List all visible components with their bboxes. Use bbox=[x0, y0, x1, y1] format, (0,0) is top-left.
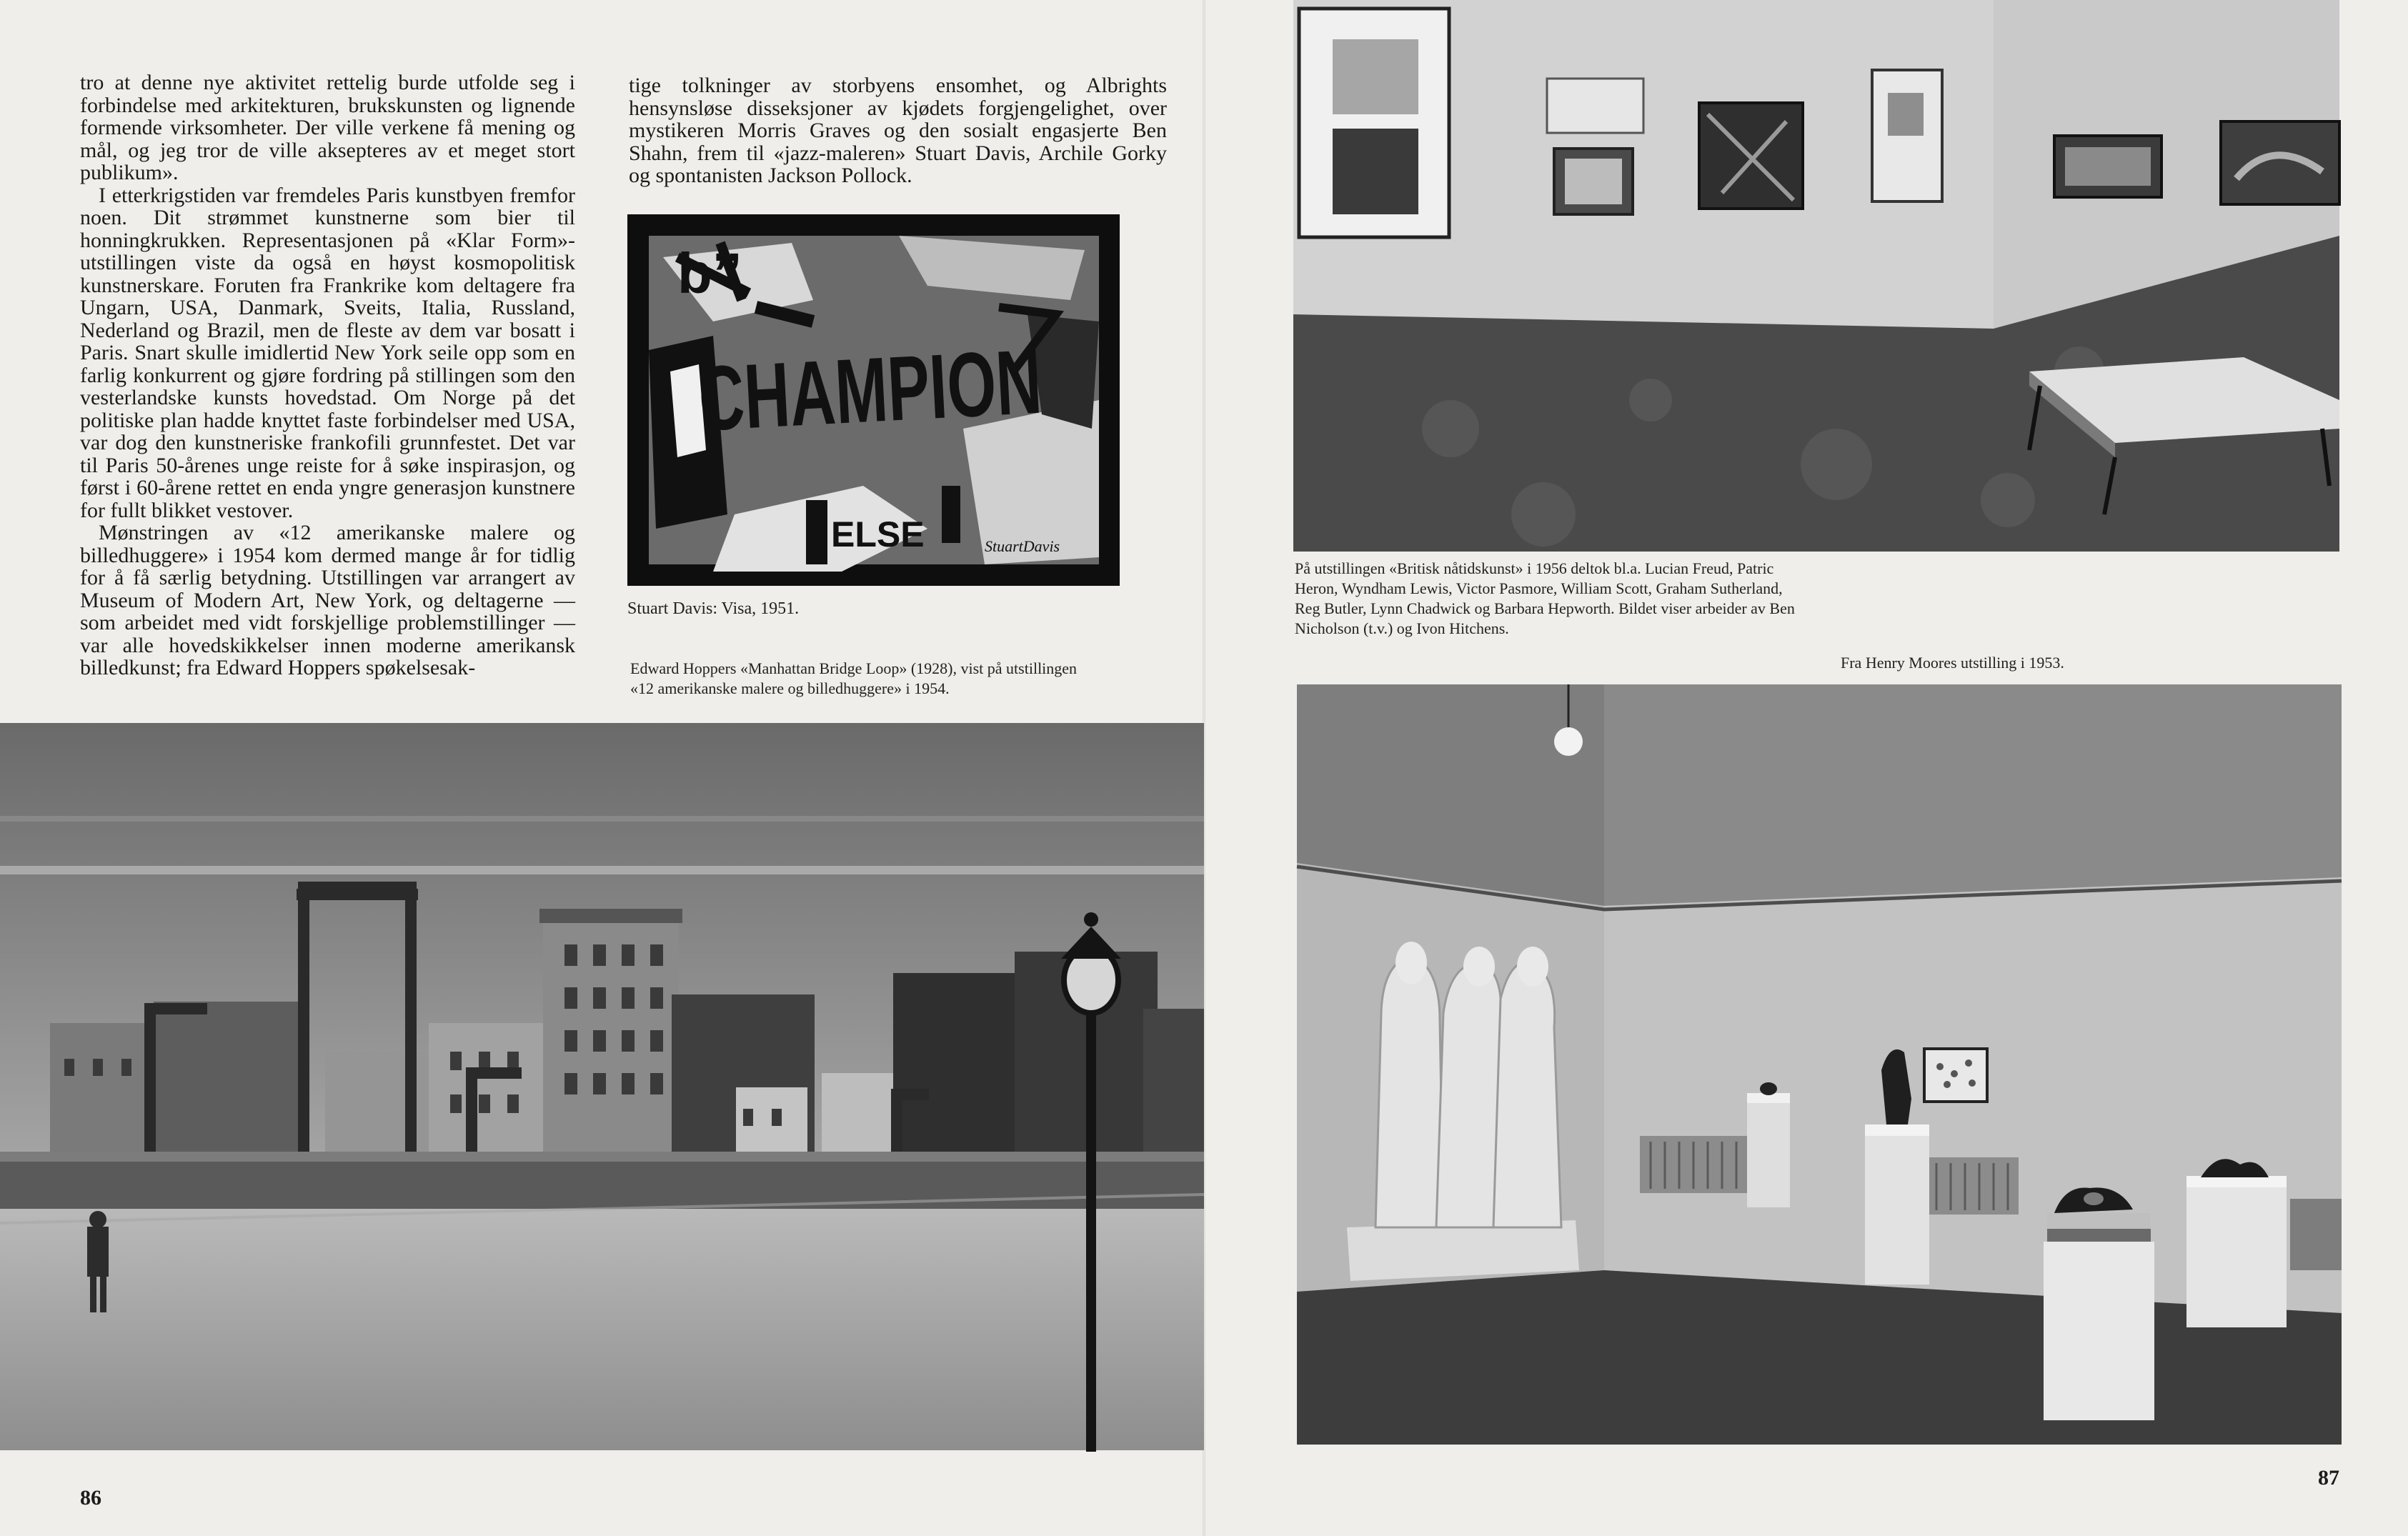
hopper-manhattan-bridge-loop bbox=[0, 723, 1204, 1450]
paragraph: Mønstringen av «12 amerikanske malere og billedhuggere» i 1954 kom dermed mange år for tidlig for å få særlig betydning. Utstillingen var arrangert av Museum of Modern Art, New York, og deltagerne — som arbeidet med vidt forskjellige problemstillinger — var alle hovedskikkelser innen moderne amerikansk billedkunst; fra Edward Hoppers spøkelsesak- bbox=[80, 521, 575, 679]
painting-signature: StuartDavis bbox=[985, 537, 1060, 555]
page-number-left: 86 bbox=[80, 1486, 101, 1510]
henry-moore-caption: Fra Henry Moores utstilling i 1953. bbox=[1841, 654, 2064, 672]
davis-caption: Stuart Davis: Visa, 1951. bbox=[627, 599, 800, 618]
painting-word-main: CHAMPION bbox=[696, 322, 1199, 451]
paragraph: tige tolkninger av storbyens ensomhet, og Albrights hensynsløse disseksjoner av kjødets forgjengelighet, over mystikeren Morris Graves og den sosialt engasjerte Ben Shahn, frem til «jazz-maleren» Stuart Davis, Archile Gorky og spontanisten Jackson Pollock. bbox=[629, 74, 1167, 187]
stuart-davis-painting bbox=[627, 214, 1199, 586]
british-exhibition-caption: På utstillingen «Britisk nåtidskunst» i 1956 deltok bl.a. Lucian Freud, Patric Heron, Wyndham Lewis, Victor Pasmore, William Scott, Graham Sutherland, Reg Butler, Lynn Chadwick og Barbara Hepworth. Bildet viser arbeider av Ben Nicholson (t.v.) og Ivon Hitchens. bbox=[1295, 559, 1795, 637]
hopper-caption: Edward Hoppers «Manhattan Bridge Loop» (1928), vist på utstillingen «12 amerikanske malere og billedhuggere» i 1954. bbox=[630, 659, 1078, 697]
henry-moore-exhibition-photo bbox=[1297, 684, 2342, 1445]
page-number-right: 87 bbox=[2318, 1466, 2339, 1490]
painting-word-bottom: ELSE bbox=[831, 514, 925, 554]
text-column-1 bbox=[80, 71, 575, 679]
paragraph: tro at denne nye aktivitet rettelig burde utfolde seg i forbindelse med arkitekturen, brukskunsten og lignende formende virksomheter. Der ville verkene få mening og mål, og jeg tror de ville aksepteres av et meget stort publikum». bbox=[80, 71, 575, 184]
text-column-2 bbox=[629, 74, 1167, 187]
painting-word-top: b’’ bbox=[677, 241, 742, 305]
paragraph: I etterkrigstiden var fremdeles Paris kunstbyen fremfor noen. Dit strømmet kunstnerne som bier til honningkrukken. Representasjonen på «Klar Form»-utstillingen viste da også en høyst kosmopolitisk kunstnerskare. Foruten fra Frankrike kom deltagere fra Ungarn, USA, Danmark, Sveits, Italia, Russland, Nederland og Brazil, men de fleste av dem var bosatt i Paris. Snart skulle imidlertid New York seile opp som en farlig konkurrent og gjøre fordring på stillingen som den vesterlandske kunsts hovedstad. Om Norge på det politiske plan hadde knyttet faste forbindelser med USA, var dog den kunstneriske frankofili grunnfestet. Det var til Paris 50-årenes unge reiste for å søke inspirasjon, og først i 60-årene rettet en enda yngre generasjon kunstnere for fullt blikket vestover. bbox=[80, 183, 575, 522]
british-exhibition-photo bbox=[1293, 0, 2339, 552]
